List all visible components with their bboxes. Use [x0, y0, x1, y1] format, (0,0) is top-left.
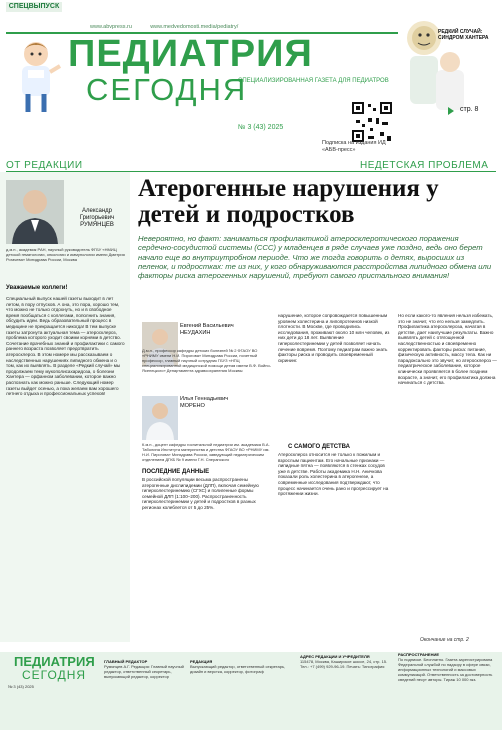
article-column-c: Но если какого-то явления нельзя избежать, это не значит, что его нельзя замедлить. Профилактика атеросклероза, начатая в детстве, дает наилучшие результаты. Важно выявлять детей с отягощенной наследственностью и своевременно корректировать факторы риска: питание, физическую активность, массу тела. Как ни парадоксально это звучит, но атеросклероз — педиатрическое заболевание, которое клинически проявляется в более позднем возрасте, а значит, его профилактика должна начинаться с детства. — [398, 313, 497, 386]
article-headline: Атерогенные нарушения у детей и подростков — [138, 175, 439, 228]
subscription-note: Подписка на издания ИД «АБВ-пресс» — [322, 140, 386, 153]
editorial-body: Специальный выпуск нашей газеты выходит в лет летом, в пору отпусков. А она, это пора, хорошо тем, что можно не только отдохнуть, но и в свободное время пообщаться с коллегами, пополнить знания, обсудить идеи. Ведь образовательный процесс в медицине не прекращается никогда! В тем выпуске газеты затронута актуальная тема — атеросклероз, проблема которого уходит своими корнями в детство. Сочетание врачебных знаний и профилактики с самого раннего возраста позволяет предотвратить атеросклероз. В этом номере мы рассказываем о наследственных нарушениях липидного обмена и о том, как их выявлять. В разделе «Редкий случай» мы продолжаем тему мукополисахаридоза, о болезни Хантера — орфанном заболевании, которое важно распознать как можно раньше. Следующий номер газеты выйдет осенью, а пока желаем вам хорошего летнего отдыха и профессиональных успехов! — [6, 296, 125, 397]
section-editorial: ОТ РЕДАКЦИИ — [6, 160, 83, 171]
footer-address — [300, 654, 390, 669]
mascot-illustration — [6, 36, 66, 116]
footer-issue: № 3 (43) 2025 — [8, 684, 34, 689]
author-name: Александр Григорьевич РУМЯНЦЕВ — [79, 208, 115, 228]
header-urls[interactable]: www.abvpress.ru www.medvedomosti.media/pediatry/ — [90, 24, 239, 30]
expert1-description: Д.м.н., профессор кафедры детских болезней № 2 ФГАОУ ВО «РНИМУ имени Н.И. Пирогова» Минздрава России, почетный профессор, главный научный сотрудник ГБУЗ «НПЦ специализированной медицинской помощи детям имени В.Ф. Войно-Ясенецкого» Департамента здравоохранения Москвы — [142, 348, 272, 373]
rare-case-label: РЕДКИЙ СЛУЧАЙ: СИНДРОМ ХАНТЕРА — [438, 29, 489, 41]
issue-number: № 3 (43) 2025 — [238, 124, 284, 131]
page-reference[interactable]: стр. 8 — [460, 106, 479, 113]
footer-distribution-head: РАСПРОСТРАНЕНИЕ — [398, 652, 440, 657]
footer-editor-head: ГЛАВНЫЙ РЕДАКТОР — [104, 659, 148, 664]
footer-staff-text: Выпускающий редактор, ответственный секретарь, дизайн и верстка, корректор, фотограф — [190, 664, 286, 674]
logo-tagline: СПЕЦИАЛИЗИРОВАННАЯ ГАЗЕТА ДЛЯ ПЕДИАТРОВ — [238, 78, 389, 84]
page-arrow-icon — [448, 107, 454, 115]
footer-logo-title: ПЕДИАТРИЯ — [14, 654, 95, 669]
subheading-latest-data: ПОСЛЕДНИЕ ДАННЫЕ — [142, 469, 210, 475]
editorial-greeting: Уважаемые коллеги! — [6, 285, 68, 291]
footer-editor — [104, 659, 184, 679]
expert2-description: К.м.н., доцент кафедры госпитальной педиатрии им. академика В.А. Таболина Института материнства и детства ФГАОУ ВО «РНИМУ им. Н.И. Пирогова» Минздрава России, заведующий педиатрическим отделением ДГКБ № 9 имени Г.Н. Сперанского — [142, 442, 270, 462]
article-column-b1: нарушение, которое сопровождается повышенным уровнем холестерина и липопротеинов низкой плотности. В Москве, где проводились исследования, проживают около 10 млн человек, из них дети до 18 лет. Выявление гиперхолестеринемии у детей позволяет начать лечение вовремя. Поэтому педиатрам важно знать факторы риска и проводить своевременный скрининг. — [278, 313, 390, 363]
footer-staff-head: РЕДАКЦИЯ — [190, 659, 213, 664]
article-column-a: В российской популяции весьма распространены атерогенные дислипидемии (ДЛП), включая семейную гиперхолестеринемию (СГХС) и полигенные формы семейной ДЛП (1:100–200). Распространенность гиперхолестеринемии у детей и подростков в разных регионах колеблется от 5 до 25%. — [142, 477, 259, 510]
expert2-name: Илья Геннадьевич МОРЕНО — [180, 396, 229, 409]
footer-editor-text: Румянцев А.Г. Редакция: Главный научный редактор, ответственный секретарь, выпускающий редактор, корректор — [104, 664, 184, 679]
footer-logo-subtitle: СЕГОДНЯ — [22, 668, 87, 682]
subheading-from-childhood: С САМОГО ДЕТСТВА — [288, 444, 350, 450]
footer-address-head: АДРЕС РЕДАКЦИИ И УЧРЕДИТЕЛЯ — [300, 654, 370, 659]
expert1-name: Евгений Васильевич НЕУДАХИН — [180, 323, 234, 336]
article-lead: Невероятно, но факт: заниматься профилактикой атеросклеротического поражения сердечно-сосудистой системы (ССС) у младенцев в ряде случаев уже поздно, ведь оно берет начало еще во внутриутробном периоде. Что же тогда говорить о детях, выросших из пеленок, и подростках: те из них, у кого обнаруживаются расстройства липидного обмена или факторы риска атерогенных нарушений, требуют самого пристального внимания! — [138, 234, 492, 281]
author-photo — [6, 180, 64, 244]
special-issue-badge: СПЕЦВЫПУСК — [6, 2, 62, 12]
footer-address-text: 115478, Москва, Каширское шоссе, 24, стр. 15. Тел.: +7 (499) 929-96-19. Печать: Типография — [300, 659, 388, 669]
author-description: д.м.н., академик РАН, научный руководитель ФГБУ «НМИЦ детской гематологии, онкологии и иммунологии имени Дмитрия Рогачева» Минздрава России, Москва — [6, 247, 125, 262]
article-column-b2: Атеросклероз относится не только к пожилым и взрослым пациентам. Его начальные признаки — липидные пятна — появляются в стенках сосудов уже в детстве. Работы академика Н.Н. Аничкова показали роль холестерина в атерогенезе, а современные исследования подтверждают, что процесс начинается очень рано и прогрессирует на протяжении жизни. — [278, 452, 389, 497]
footer-distribution-text: По подписке. Бесплатно. Газета зарегистрирована Федеральной службой по надзору в сфере связи, информационных технологий и массовых коммуникаций. Ответственность за достоверность сведений несут авторы. Тираж 10 000 экз. — [398, 657, 493, 682]
footer-distribution — [398, 652, 498, 682]
logo-subtitle: СЕГОДНЯ — [86, 72, 248, 107]
section-problem: НЕДЕТСКАЯ ПРОБЛЕМА — [360, 160, 489, 171]
expert2-photo — [142, 396, 178, 440]
qr-code-icon[interactable] — [350, 100, 394, 144]
footer-staff — [190, 659, 290, 674]
continued-link[interactable]: Окончание на стр. 2 — [420, 637, 469, 643]
logo-title: ПЕДИАТРИЯ — [68, 33, 313, 75]
